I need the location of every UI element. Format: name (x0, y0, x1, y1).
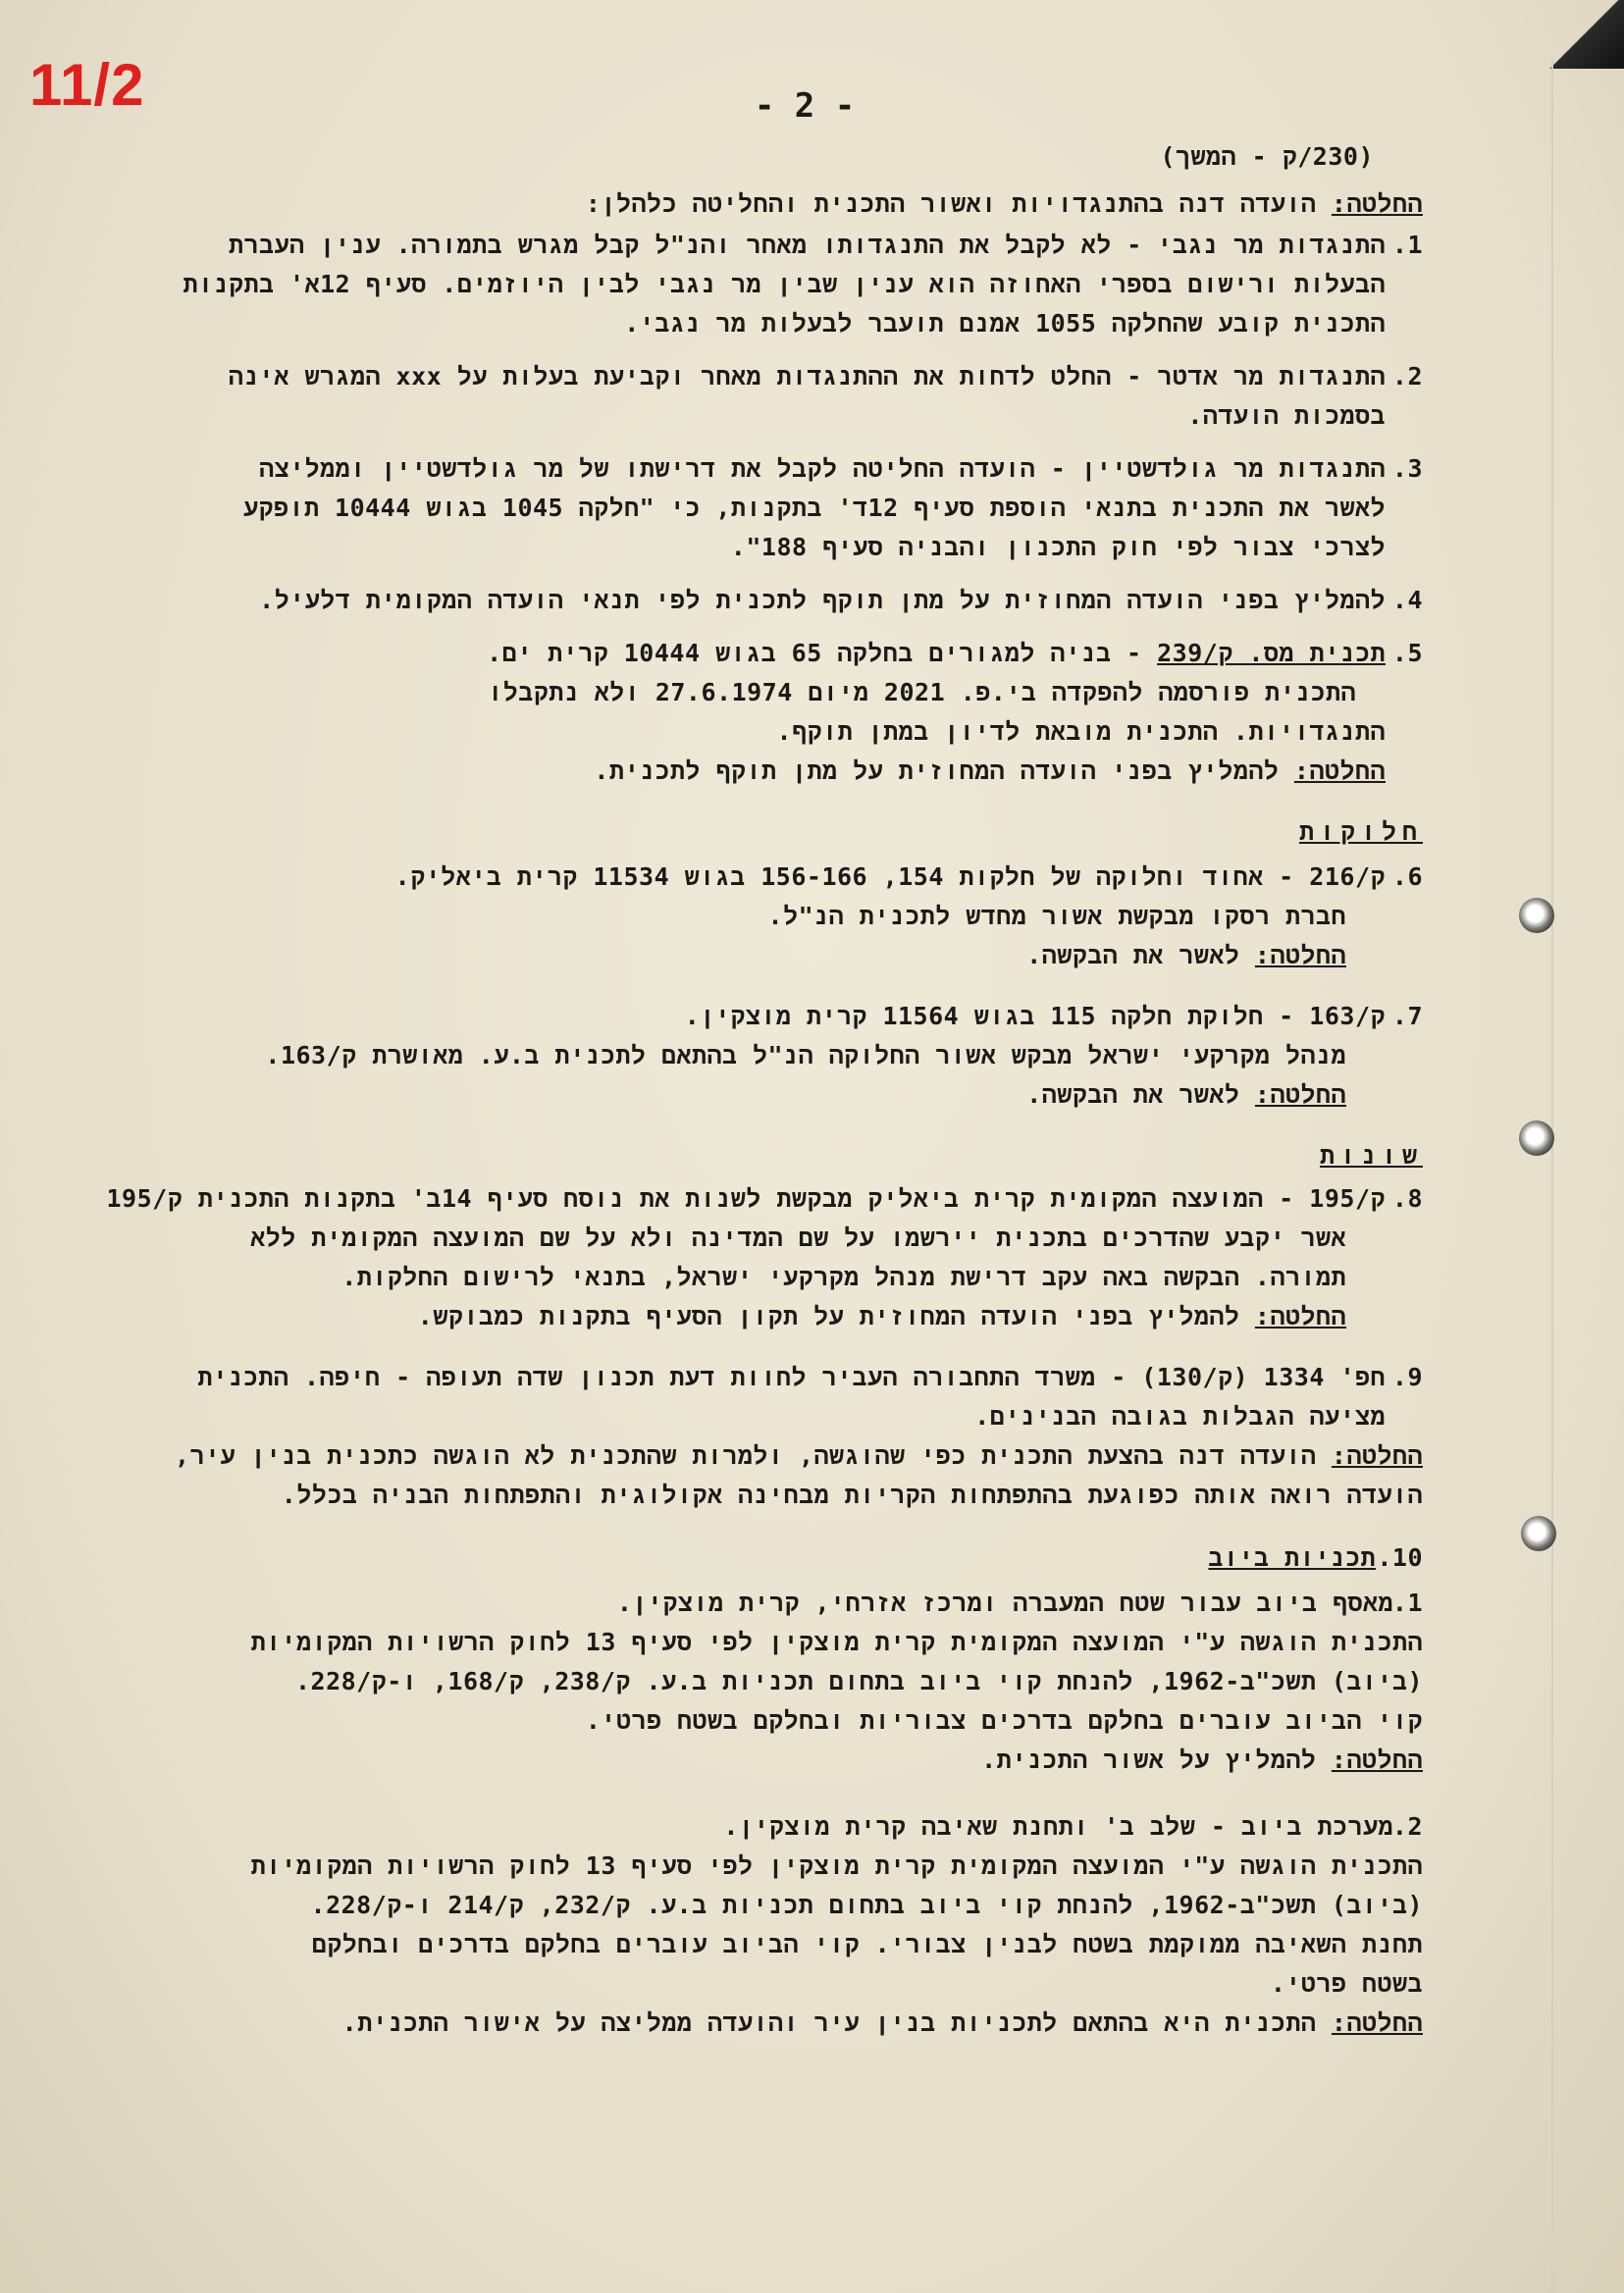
text-line: התנגדות מר גולדשטיין - הועדה החליטה לקבל את דרישתו של מר גולדשטיין וממליצה (259, 454, 1386, 483)
item-text (229, 357, 1386, 436)
item-number: 7. (1391, 1002, 1423, 1030)
decision-label: החלטה: (1254, 941, 1346, 969)
main-decision-text: הועדה דנה בהתנגדויות ואשור התכנית והחליטה כלהלן: (585, 189, 1317, 218)
text-line: מציעה הגבלות בגובה הבנינים. (974, 1402, 1386, 1431)
plan-item (49, 858, 1423, 975)
decision-label: החלטה: (1254, 1302, 1346, 1330)
text-line: ק/195 - המועצה המקומית קרית ביאליק מבקשת לשנות את נוסח סעיף 14ב' בתקנות התכנית ק/195 (106, 1184, 1386, 1213)
text-line: התכנית הוגשה ע"י המועצה המקומית קרית מוצקין לפי סעיף 13 לחוק הרשויות המקומיות (250, 1851, 1423, 1880)
list-item (49, 357, 1423, 436)
item-number: 1. (1391, 231, 1423, 259)
decision-label: החלטה: (1293, 756, 1386, 785)
item-text (487, 634, 1386, 791)
item-text (183, 226, 1386, 343)
sub-item-title: מערכת ביוב - שלב ב' ותחנת שאיבה קרית מוצקין. (723, 1812, 1393, 1841)
scan-corner-shadow (1526, 0, 1624, 69)
sub-item (49, 1584, 1423, 1623)
text-line: התנגדויות. התכנית מובאת לדיון במתן תוקף. (776, 717, 1386, 746)
decision (395, 936, 1346, 975)
list-item (49, 449, 1423, 567)
text-line: הבעלות ורישום בספרי האחוזה הוא ענין שבין מר נגבי לבין היוזמים. סעיף 12א' בתקנות (183, 270, 1386, 298)
sub-item-body (49, 1847, 1423, 2043)
reference-stamp: 11/2 (29, 52, 145, 118)
text-line: תמורה. הבקשה באה עקב דרישת מנהל מקרקעי ישראל, בתנאי לרישום החלקות. (341, 1263, 1346, 1291)
plan-item (49, 997, 1423, 1115)
text-line: לצרכי צבור לפי חוק התכנון והבניה סעיף 188". (730, 533, 1386, 561)
item-text (259, 581, 1386, 620)
decision (49, 1436, 1423, 1476)
decision-text: להמליץ בפני הועדה המחוזית על מתן תוקף לתכנית. (594, 756, 1294, 785)
text-line: (ביוב) תשכ"ב-1962, להנחת קוי ביוב בתחום תכניות ב.ע. ק/238, ק/168, ו-ק/228. (294, 1667, 1423, 1695)
plan-title (487, 634, 1386, 673)
plan-title: ק/216 - אחוד וחלוקה של חלקות 154, 156-166 בגוש 11534 קרית ביאליק. (394, 862, 1386, 891)
text-line: חפ' 1334 (ק/130) - משרד התחבורה העביר לחוות דעת תכנון שדה תעופה - חיפה. התכנית (197, 1363, 1386, 1391)
text-line: להמליץ בפני הועדה המחוזית על מתן תוקף לתכנית לפי תנאי הועדה המקומית דלעיל. (259, 586, 1386, 614)
section-heading-divisions: חלוקות (1298, 817, 1423, 846)
item-number: 2. (1391, 362, 1423, 391)
plan-title: ק/163 - חלוקת חלקה 115 בגוש 11564 קרית מוצקין. (684, 1002, 1386, 1030)
decision-label: החלטה: (1331, 1441, 1423, 1470)
decision-label: החלטה: (1331, 1746, 1423, 1774)
decision-text: הועדה דנה בהצעת התכנית כפי שהוגשה, ולמרות שהתכנית לא הוגשה כתכנית בנין עיר, (175, 1441, 1332, 1470)
decision (49, 2004, 1423, 2043)
decision-label: החלטה: (1331, 189, 1423, 218)
item-text (106, 1179, 1386, 1336)
section-heading-misc: שונות (1319, 1141, 1423, 1170)
item-number: 9. (1391, 1363, 1423, 1391)
item-text (723, 1807, 1393, 1847)
decision-text: לאשר את הבקשה. (1026, 1080, 1255, 1109)
item-number: 8. (1391, 1184, 1423, 1213)
item-number: 5. (1391, 639, 1423, 667)
text-line: בשטח פרטי. (1270, 1969, 1423, 1998)
text-line: התנגדות מר נגבי - לא לקבל את התנגדותו מאחר והנ"ל קבל מגרש בתמורה. ענין העברת (228, 231, 1386, 259)
sub-item (49, 1807, 1423, 1847)
item-text (395, 858, 1386, 975)
item-number: 4. (1391, 586, 1423, 614)
plan-item (49, 634, 1423, 791)
punch-hole-icon (1519, 898, 1554, 933)
decision-text: לאשר את הבקשה. (1026, 941, 1255, 969)
text-line: התנגדות מר אדטר - החלט לדחות את ההתנגדות מאחר וקביעת בעלות על xxx המגרש אינה (228, 362, 1386, 391)
item-number: 2. (1391, 1812, 1423, 1841)
page-fold-line (1551, 59, 1553, 2293)
page-number: - 2 - (754, 86, 856, 126)
punch-hole-icon (1521, 1516, 1556, 1551)
text-line: התכנית קובע שהחלקה 1055 אמנם תועבר לבעלות מר נגבי. (624, 309, 1386, 338)
objection-list (49, 226, 1423, 620)
text-line: חברת רסקו מבקשת אשור מחדש לתכנית הנ"ל. (767, 902, 1346, 930)
decision (487, 752, 1386, 791)
decision-label: החלטה: (1254, 1080, 1346, 1109)
text-line: בסמכות הועדה. (1187, 401, 1386, 430)
main-decision (49, 184, 1423, 224)
plan-item (49, 1538, 1423, 1578)
decision (106, 1297, 1346, 1336)
item-number: 3. (1391, 454, 1423, 483)
sub-item-title: מאסף ביוב עבור שטח המעברה ומרכז אזרחי, קרית מוצקין. (616, 1589, 1393, 1617)
sewage-plans-heading: תכניות ביוב (1208, 1543, 1376, 1572)
plan-description: - בניה למגורים בחלקה 65 בגוש 10444 קרית ים. (487, 639, 1158, 667)
item-text (197, 1358, 1386, 1436)
item-number: 6. (1391, 862, 1423, 891)
list-item (49, 226, 1423, 343)
item-number: 10. (1377, 1543, 1423, 1572)
list-item (49, 581, 1423, 620)
text-line: (ביוב) תשכ"ב-1962, להנחת קוי ביוב בתחום תכניות ב.ע. ק/232, ק/214 ו-ק/228. (310, 1891, 1423, 1919)
decision-text: להמליץ על אשור התכנית. (981, 1746, 1332, 1774)
item-text (265, 997, 1386, 1115)
decision (265, 1075, 1346, 1115)
plan-number: תכנית מס. ק/239 (1157, 639, 1386, 667)
plan-item (49, 1179, 1423, 1336)
item-number: 1. (1391, 1589, 1423, 1617)
plan-item (49, 1358, 1423, 1436)
text-line: מנהל מקרקעי ישראל מבקש אשור החלוקה הנ"ל בהתאם לתכנית ב.ע. מאושרת ק/163. (265, 1041, 1346, 1069)
text-line: לאשר את התכנית בתנאי הוספת סעיף 12ד' בתקנות, כי "חלקה 1045 בגוש 10444 תופקע (242, 494, 1386, 522)
text-line: התכנית הוגשה ע"י המועצה המקומית קרית מוצקין לפי סעיף 13 לחוק הרשויות המקומיות (250, 1628, 1423, 1656)
decision-text: התכנית היא בהתאם לתכניות בנין עיר והועדה ממליצה על אישור התכנית. (341, 2008, 1332, 2037)
text-line: קוי הביוב עוברים בחלקם בדרכים צבוריות ובחלקם בשטח פרטי. (585, 1706, 1423, 1735)
text-line: התכנית פורסמה להפקדה בי.פ. 2021 מיום 27.6.1974 ולא נתקבלו (488, 678, 1356, 706)
punch-hole-icon (1519, 1120, 1554, 1156)
text-line: תחנת השאיבה ממוקמת בשטח לבנין צבורי. קוי הביוב עוברים בחלקם בדרכים ובחלקם (311, 1930, 1423, 1958)
text-line: הועדה רואה אותה כפוגעת בהתפתחות הקריות מבחינה אקולוגית והתפתחות הבניה בכלל. (281, 1481, 1423, 1509)
decision (49, 1741, 1423, 1780)
item-text (617, 1584, 1393, 1623)
continuation-heading: (230/ק - המשך) (1160, 142, 1374, 171)
decision-label: החלטה: (1331, 2008, 1423, 2037)
sub-item-body (49, 1623, 1423, 1780)
text-line: אשר יקבע שהדרכים בתכנית יירשמו על שם המדינה ולא על שם המועצה המקומית ללא (250, 1224, 1346, 1252)
document-body (49, 137, 1423, 2043)
decision-text: להמליץ בפני הועדה המחוזית על תקון הסעיף בתקנות כמבוקש. (417, 1302, 1255, 1330)
item-text (243, 449, 1386, 567)
